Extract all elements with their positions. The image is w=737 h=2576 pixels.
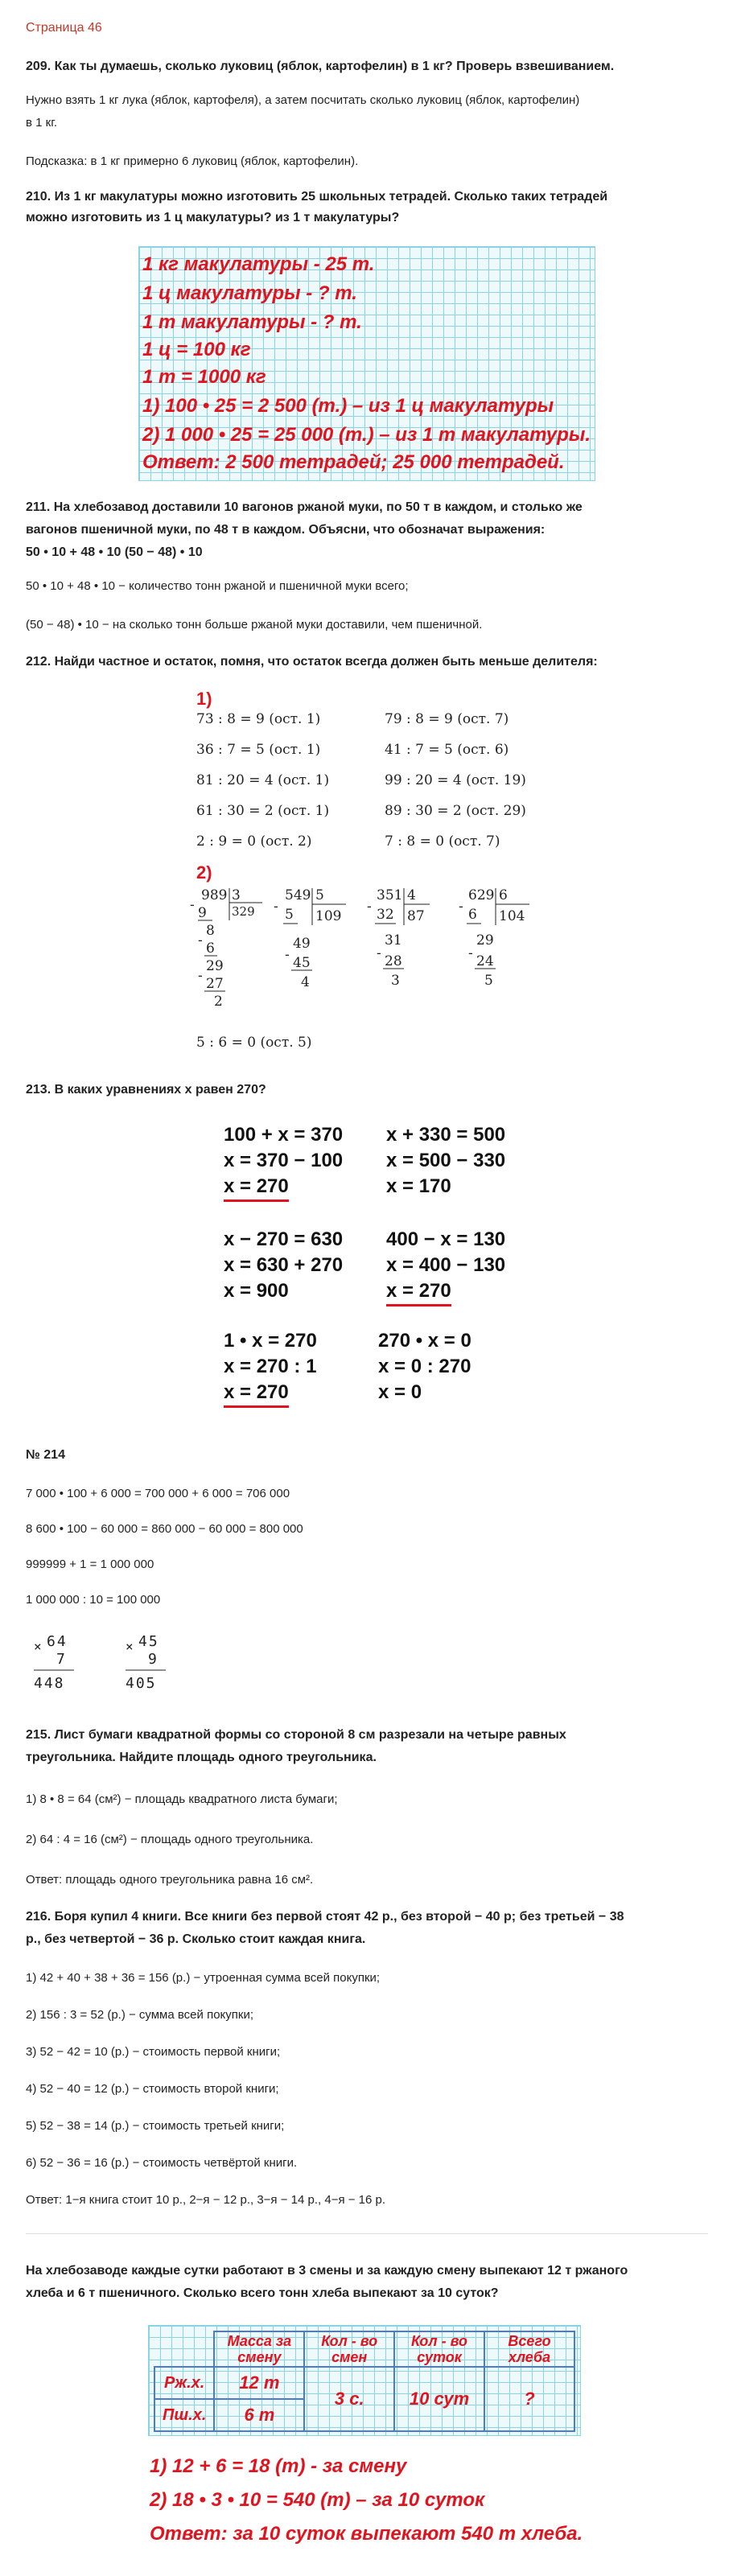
task-213-g3l-3: x = 270 (224, 1381, 289, 1408)
task-215-answer: Ответ: площадь одного треугольника равна 16 см². (26, 1873, 314, 1887)
mul2-top: 45 (138, 1633, 159, 1650)
div2-step-4: 4 (301, 974, 310, 990)
div4-quotient: 104 (499, 908, 525, 924)
div3-step-3: 28 (385, 953, 402, 969)
task-212-long-divisions (185, 885, 571, 1022)
task-212-left-1: 73 : 8 = 9 (ост. 1) (196, 711, 321, 727)
task-215-answer-2: 2) 64 : 4 = 16 (см²) − площадь одного треугольника. (26, 1833, 314, 1846)
div4-step-1: 6 (468, 907, 477, 923)
task-215-question-cont: треугольника. Найдите площадь одного треугольника. (26, 1751, 377, 1764)
div2-dividend: 549 (285, 887, 311, 903)
task-211-answer-2: (50 − 48) • 10 − на сколько тонн больше ржаной муки доставили, чем пшеничной. (26, 618, 483, 632)
bread-step-2: 2) 18 • 3 • 10 = 540 (т) – за 10 суток (150, 2489, 485, 2511)
task-216-question-cont: р., без четвертой − 36 р. Сколько стоит каждая книга. (26, 1932, 366, 1946)
div1-minus-2: - (198, 932, 203, 949)
task-214-multiplications (29, 1628, 190, 1701)
div4-step-3: 24 (476, 953, 494, 969)
task-210-line-5: 1 т = 1000 кг (142, 366, 266, 388)
task-209-answer: Нужно взять 1 кг лука (яблок, картофеля), а затем посчитать сколько луковиц (яблок, картофелин) (26, 93, 580, 107)
task-210-question-cont: можно изготовить из 1 ц макулатуры? из 1 т макулатуры? (26, 211, 400, 224)
div4-step-4: 5 (484, 973, 493, 989)
div3-dividend: 351 (377, 887, 403, 903)
bread-table-corner (154, 2331, 214, 2367)
task-212-right-5: 7 : 8 = 0 (ост. 7) (385, 833, 500, 850)
div1-step-2: 8 (206, 923, 215, 939)
task-213-question: 213. В каких уравнениях x равен 270? (26, 1083, 266, 1097)
task-213-g1l-1: 100 + x = 370 (224, 1124, 344, 1146)
task-210-question: 210. Из 1 кг макулатуры можно изготовить 25 школьных тетрадей. Сколько таких тетрадей (26, 190, 608, 204)
div3-minus-2: - (377, 945, 381, 961)
task-210-notebook (138, 246, 595, 481)
bread-question-cont: хлеба и 6 т пшеничного. Сколько всего тонн хлеба выпекают за 10 суток? (26, 2286, 499, 2300)
bread-rye-mass: 12 т (214, 2367, 304, 2399)
bread-days-value: 10 сут (394, 2367, 484, 2431)
div2-step-2: 49 (293, 936, 311, 952)
task-213-g3r-2: x = 0 : 270 (378, 1356, 471, 1377)
bread-th-mass-b: смену (237, 2349, 282, 2365)
task-212-part-2-label: 2) (196, 862, 212, 883)
task-213-g3l-1: 1 • x = 270 (224, 1330, 317, 1352)
bread-th-total-b: хлеба (508, 2349, 551, 2365)
div1-dividend: 989 (201, 887, 228, 903)
task-216-line-3: 3) 52 − 42 = 10 (р.) − стоимость первой книги; (26, 2045, 281, 2059)
bread-th-mass (214, 2331, 304, 2367)
bread-wheat-mass: 6 т (214, 2399, 304, 2431)
div4-minus-2: - (468, 945, 473, 961)
task-214-line-2: 8 600 • 100 − 60 000 = 860 000 − 60 000 = 800 000 (26, 1522, 303, 1536)
div4-divisor: 6 (499, 887, 508, 903)
task-211-question: 211. На хлебозавод доставили 10 вагонов ржаной муки, по 50 т в каждом, и столько же (26, 500, 583, 514)
task-213-g1r-3: x = 170 (386, 1175, 451, 1197)
bread-th-shifts (304, 2331, 394, 2367)
div2-quotient: 109 (315, 908, 342, 924)
bread-row-wheat: Пш.х. (154, 2399, 214, 2431)
bread-th-days-b: суток (417, 2349, 462, 2365)
task-210-line-3: 1 т макулатуры - ? т. (142, 311, 362, 333)
task-214-line-4: 1 000 000 : 10 = 100 000 (26, 1593, 161, 1607)
task-215-answer-1: 1) 8 • 8 = 64 (см²) − площадь квадратного листа бумаги; (26, 1792, 338, 1806)
task-209-hint: Подсказка: в 1 кг примерно 6 луковиц (яблок, картофелин). (26, 154, 359, 168)
div4-dividend: 629 (468, 887, 495, 903)
div4-minus-1: - (459, 899, 463, 915)
task-212-right-3: 99 : 20 = 4 (ост. 19) (385, 772, 526, 788)
div2-minus-1: - (274, 899, 278, 915)
task-213-g1r-1: x + 330 = 500 (386, 1124, 506, 1146)
bread-row-rye: Рж.х. (154, 2367, 214, 2399)
div1-step-1: 9 (198, 905, 207, 921)
task-214-line-1: 7 000 • 100 + 6 000 = 700 000 + 6 000 = 706 000 (26, 1487, 290, 1500)
task-213-g3l-2: x = 270 : 1 (224, 1356, 317, 1377)
task-212-left-4: 61 : 30 = 2 (ост. 1) (196, 803, 330, 819)
bread-question: На хлебозаводе каждые сутки работают в 3 смены и за каждую смену выпекают 12 т ржаного (26, 2264, 628, 2278)
mul1-result: 448 (34, 1675, 65, 1692)
task-216-line-2: 2) 156 : 3 = 52 (р.) − сумма всей покупки; (26, 2008, 254, 2022)
div1-minus-3: - (198, 968, 203, 984)
bread-th-shifts-b: смен (331, 2349, 368, 2365)
task-209-question: 209. Как ты думаешь, сколько луковиц (яблок, картофелин) в 1 кг? Проверь взвешиванием. (26, 60, 615, 73)
task-216-line-6: 6) 52 − 36 = 16 (р.) − стоимость четвёртой книги. (26, 2156, 298, 2170)
div1-step-4: 29 (206, 958, 224, 974)
bread-table (154, 2331, 575, 2432)
mul2-result: 405 (126, 1675, 157, 1692)
div1-minus-1: - (190, 897, 195, 913)
task-216-answer: Ответ: 1−я книга стоит 10 р., 2−я − 12 р., 3−я − 14 р., 4−я − 16 р. (26, 2193, 386, 2207)
task-210-line-6: 1) 100 • 25 = 2 500 (т.) – из 1 ц макулатуры (142, 395, 554, 417)
task-214-line-3: 999999 + 1 = 1 000 000 (26, 1558, 154, 1571)
task-213-g2l-3: x = 900 (224, 1280, 289, 1302)
div1-divisor: 3 (232, 887, 241, 903)
task-212-right-2: 41 : 7 = 5 (ост. 6) (385, 742, 509, 758)
div1-step-6: 2 (214, 994, 223, 1010)
bread-th-days (394, 2331, 484, 2367)
task-212-left-2: 36 : 7 = 5 (ост. 1) (196, 742, 321, 758)
task-214-title: № 214 (26, 1448, 65, 1462)
task-213-g3r-3: x = 0 (378, 1381, 422, 1403)
task-212-right-4: 89 : 30 = 2 (ост. 29) (385, 803, 526, 819)
task-212-left-5: 2 : 9 = 0 (ост. 2) (196, 833, 312, 850)
div3-quotient: 87 (407, 908, 425, 924)
div3-minus-1: - (367, 899, 372, 915)
mul2-sign: × (126, 1639, 134, 1654)
page-title: Страница 46 (26, 21, 102, 35)
task-213-g1l-3: x = 270 (224, 1175, 289, 1202)
div2-step-3: 45 (293, 955, 311, 971)
task-211-expressions: 50 • 10 + 48 • 10 (50 − 48) • 10 (26, 545, 203, 559)
task-216-line-5: 5) 52 − 38 = 14 (р.) − стоимость третьей книги; (26, 2119, 285, 2133)
task-213-g2l-2: x = 630 + 270 (224, 1254, 344, 1276)
task-209-answer-cont: в 1 кг. (26, 116, 58, 130)
div2-divisor: 5 (315, 887, 324, 903)
div3-divisor: 4 (407, 887, 416, 903)
task-210-line-4: 1 ц = 100 кг (142, 339, 251, 360)
task-210-line-2: 1 ц макулатуры - ? т. (142, 282, 357, 304)
div3-step-1: 32 (377, 907, 394, 923)
bread-step-1: 1) 12 + 6 = 18 (т) - за смену (150, 2455, 407, 2477)
task-210-line-7: 2) 1 000 • 25 = 25 000 (т.) – из 1 т макулатуры. (142, 424, 591, 446)
task-213-g2r-1: 400 − x = 130 (386, 1228, 506, 1250)
task-213-g2l-1: x − 270 = 630 (224, 1228, 344, 1250)
mul1-top: 64 (47, 1633, 68, 1650)
bread-answer: Ответ: за 10 суток выпекают 540 т хлеба. (150, 2523, 583, 2545)
task-212-part-1-label: 1) (196, 689, 212, 709)
bread-shifts-value: 3 с. (304, 2367, 394, 2431)
task-212-right-1: 79 : 8 = 9 (ост. 7) (385, 711, 509, 727)
task-210-answer: Ответ: 2 500 тетрадей; 25 000 тетрадей. (142, 451, 565, 473)
task-213-g3r-1: 270 • x = 0 (378, 1330, 471, 1352)
task-213-g2r-2: x = 400 − 130 (386, 1254, 506, 1276)
div2-step-1: 5 (285, 907, 294, 923)
div1-step-3: 6 (206, 940, 215, 957)
task-216-line-1: 1) 42 + 40 + 38 + 36 = 156 (р.) − утроенная сумма всей покупки; (26, 1971, 381, 1985)
bread-th-total (484, 2331, 574, 2367)
mul1-bottom: 7 (56, 1651, 67, 1668)
bread-th-mass-a: Масса за (227, 2333, 292, 2349)
bread-th-days-a: Кол - во (411, 2333, 468, 2349)
task-216-question: 216. Боря купил 4 книги. Все книги без первой стоят 42 р., без второй − 40 р; без третьей − 38 (26, 1910, 624, 1924)
task-216-line-4: 4) 52 − 40 = 12 (р.) − стоимость второй книги; (26, 2082, 279, 2096)
task-212-left-3: 81 : 20 = 4 (ост. 1) (196, 772, 330, 788)
bread-th-total-a: Всего (508, 2333, 551, 2349)
bread-th-shifts-a: Кол - во (321, 2333, 378, 2349)
task-212-question: 212. Найди частное и остаток, помня, что остаток всегда должен быть меньше делителя: (26, 655, 598, 669)
task-213-g1l-2: x = 370 − 100 (224, 1150, 344, 1171)
bread-total-value: ? (484, 2367, 574, 2431)
div1-step-5: 27 (206, 976, 224, 992)
mul1-sign: × (34, 1639, 42, 1654)
task-215-question: 215. Лист бумаги квадратной формы со стороной 8 см разрезали на четыре равных (26, 1728, 566, 1742)
divider (26, 2233, 708, 2234)
task-213-g1r-2: x = 500 − 330 (386, 1150, 506, 1171)
div1-quotient: 329 (232, 904, 255, 919)
div3-step-4: 3 (391, 973, 400, 989)
div4-step-2: 29 (476, 932, 494, 949)
div3-step-2: 31 (385, 932, 402, 949)
bread-notebook (148, 2325, 581, 2436)
task-211-answer-1: 50 • 10 + 48 • 10 − количество тонн ржаной и пшеничной муки всего; (26, 579, 409, 593)
task-210-line-1: 1 кг макулатуры - 25 т. (142, 253, 375, 275)
div2-minus-2: - (285, 947, 290, 963)
mul2-bottom: 9 (148, 1651, 159, 1668)
task-211-question-cont: вагонов пшеничной муки, по 48 т в каждом. Объясни, что обозначат выражения: (26, 523, 546, 537)
task-212-last: 5 : 6 = 0 (ост. 5) (196, 1035, 312, 1051)
task-213-g2r-3: x = 270 (386, 1279, 451, 1307)
